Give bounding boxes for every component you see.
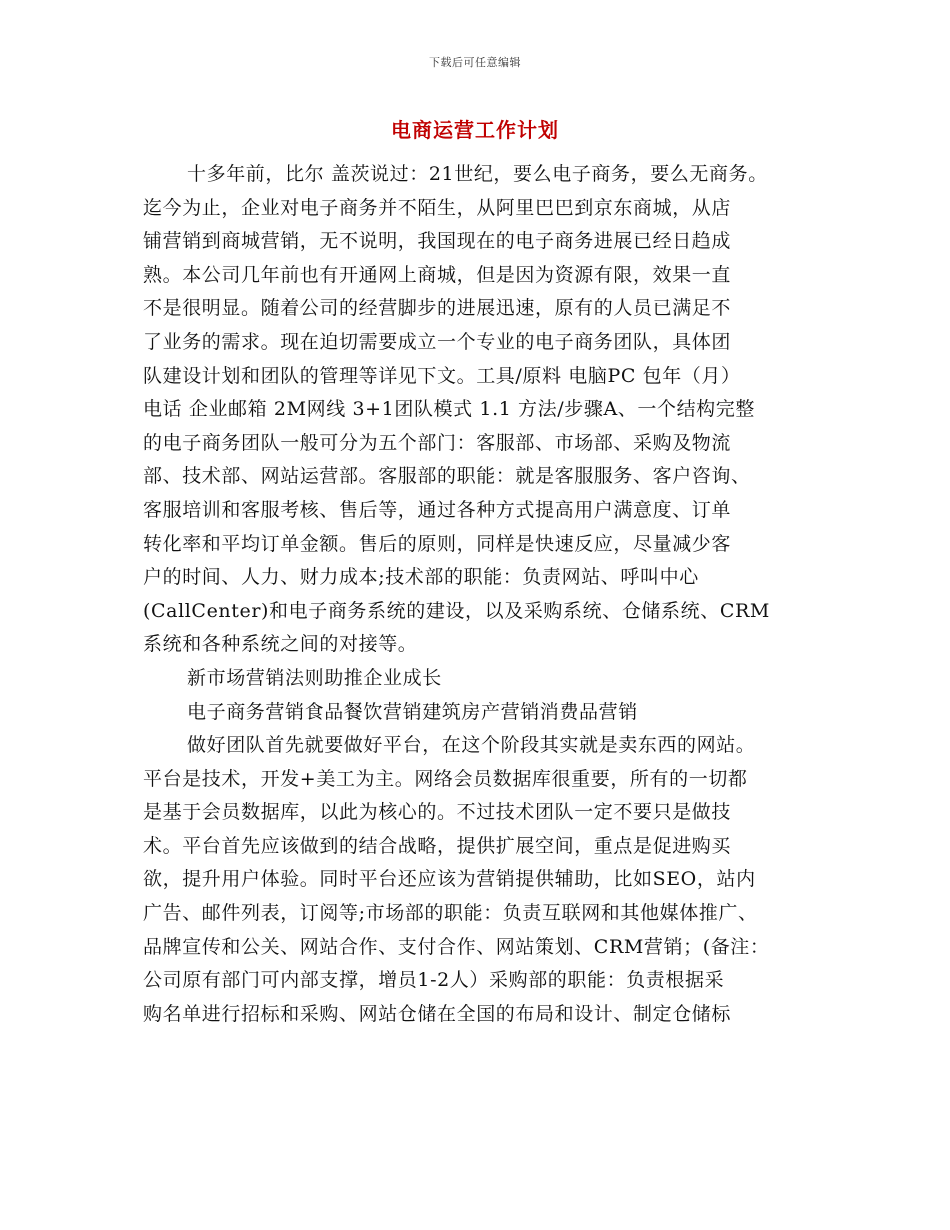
header-note: 下载后可任意编辑: [429, 56, 521, 69]
text-line: 客服培训和客服考核、售后等，通过各种方式提高用户满意度、订单: [143, 498, 732, 521]
text-line: 队建设计划和团队的管理等详见下文。工具/原料 电脑PC 包年（月）: [143, 364, 741, 387]
text-line: 术。平台首先应该做到的结合战略，提供扩展空间，重点是促进购买: [143, 834, 732, 857]
text-line: 平台是技术，开发+美工为主。网络会员数据库很重要，所有的一切都: [143, 767, 748, 790]
text-line: 的电子商务团队一般可分为五个部门：客服部、市场部、采购及物流: [143, 431, 732, 454]
text-line: 做好团队首先就要做好平台，在这个阶段其实就是卖东西的网站。: [187, 734, 756, 757]
text-line: 了业务的需求。现在迫切需要成立一个专业的电子商务团队，具体团: [143, 330, 732, 353]
text-line: 电话 企业邮箱 2M网线 3+1团队模式 1.1 方法/步骤A、一个结构完整: [143, 398, 755, 421]
text-line: 品牌宣传和公关、网站合作、支付合作、网站策划、CRM营销；(备注：: [143, 935, 770, 958]
text-line: 转化率和平均订单金额。售后的原则，同样是快速反应，尽量减少客: [143, 532, 732, 555]
text-line: 新市场营销法则助推企业成长: [187, 666, 442, 689]
text-line: 铺营销到商城营销，无不说明，我国现在的电子商务进展已经日趋成: [143, 230, 732, 253]
text-line: 购名单进行招标和采购、网站仓储在全国的布局和设计、制定仓储标: [143, 1002, 732, 1025]
text-line: 公司原有部门可内部支撑，增员1-2人）采购部的职能：负责根据采: [143, 969, 725, 992]
text-line: 电子商务营销食品餐饮营销建筑房产营销消费品营销: [187, 700, 638, 723]
text-line: 广告、邮件列表，订阅等;市场部的职能：负责互联网和其他媒体推广、: [143, 902, 758, 925]
text-line: 系统和各种系统之间的对接等。: [143, 633, 418, 656]
text-line: 不是很明显。随着公司的经营脚步的进展迅速，原有的人员已满足不: [143, 297, 732, 320]
text-line: 是基于会员数据库，以此为核心的。不过技术团队一定不要只是做技: [143, 801, 732, 824]
text-line: 部、技术部、网站运营部。客服部的职能：就是客服服务、客户咨询、: [143, 465, 751, 488]
text-line: 户的时间、人力、财力成本;技术部的职能：负责网站、呼叫中心: [143, 566, 699, 589]
document-title: 电商运营工作计划: [391, 118, 559, 142]
document-body: [143, 158, 833, 1031]
text-line: 欲，提升用户体验。同时平台还应该为营销提供辅助，比如SEO，站内: [143, 868, 756, 891]
text-line: 迄今为止，企业对电子商务并不陌生，从阿里巴巴到京东商城，从店: [143, 196, 732, 219]
text-line: 熟。本公司几年前也有开通网上商城，但是因为资源有限，效果一直: [143, 263, 732, 286]
text-line: (CallCenter)和电子商务系统的建设，以及采购系统、仓储系统、CRM: [143, 599, 770, 622]
text-line: 十多年前，比尔 盖茨说过：21世纪，要么电子商务，要么无商务。: [187, 163, 768, 185]
